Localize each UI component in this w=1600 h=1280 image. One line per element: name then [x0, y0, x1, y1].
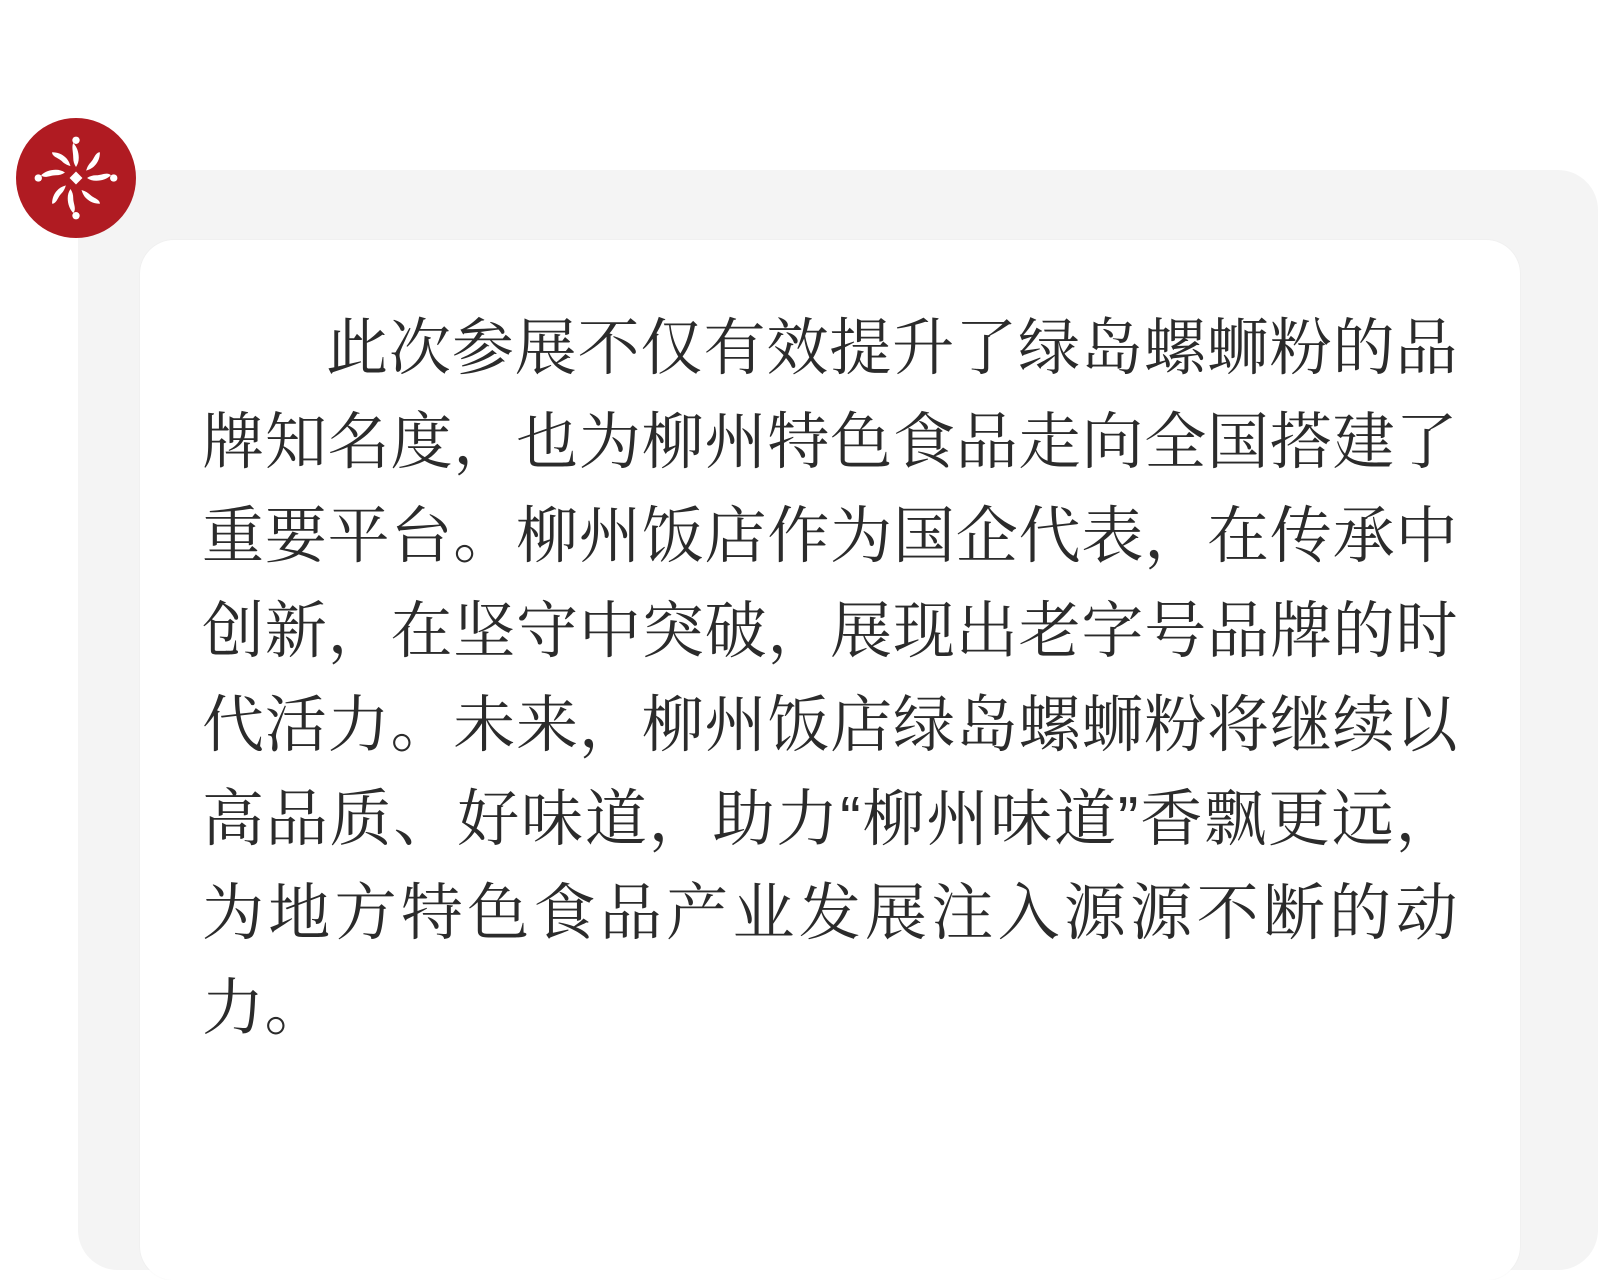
article-card-body [140, 240, 1520, 1096]
brand-logo-badge[interactable] [16, 118, 136, 238]
article-card [140, 240, 1520, 1280]
snowflake-emblem-icon [30, 132, 122, 224]
article-paragraph: 此次参展不仅有效提升了绿岛螺蛳粉的品牌知名度，也为柳州特色食品走向全国搭建了重要平台。柳州饭店作为国企代表，在传承中创新，在坚守中突破，展现出老字号品牌的时代活力。未来，柳州饭店绿岛螺蛳粉将继续以高品质、好味道，助力“柳州味道”香飘更远，为地方特色食品产业发展注入源源不断的动力。 [202, 314, 1458, 1043]
